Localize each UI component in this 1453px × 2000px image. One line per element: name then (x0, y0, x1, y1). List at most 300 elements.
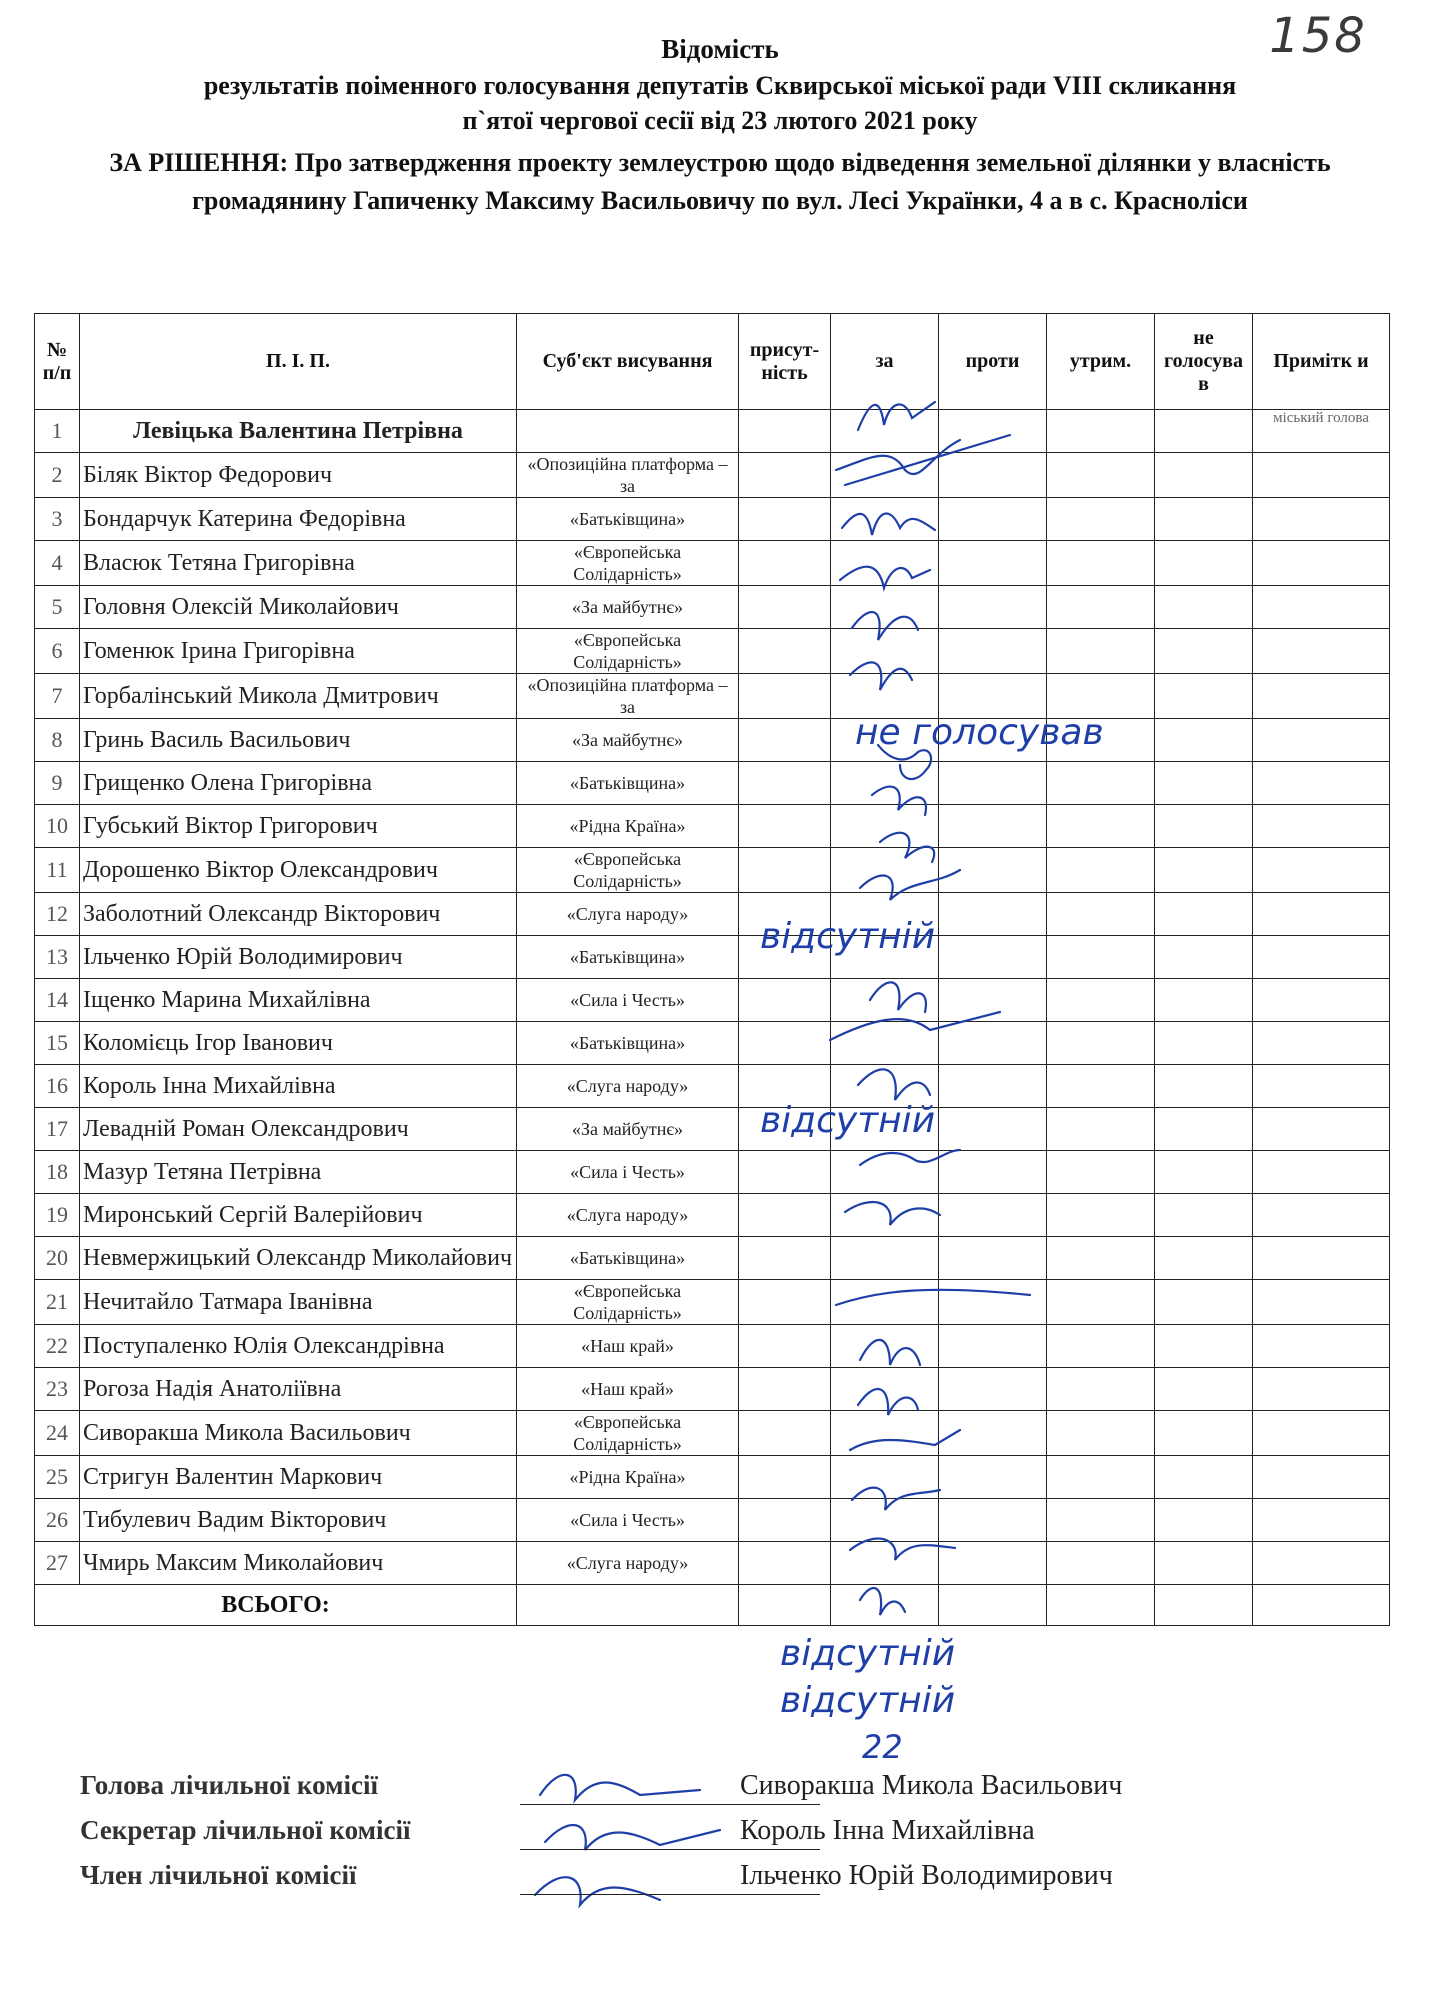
column-header-not-voted: не голосува в (1155, 314, 1253, 410)
row-number: 5 (35, 586, 80, 629)
present-cell (739, 410, 831, 453)
vote-for-cell (831, 1456, 939, 1499)
vote-against-cell (939, 1499, 1047, 1542)
vote-against-cell (939, 719, 1047, 762)
vote-against-cell (939, 1151, 1047, 1194)
table-row (35, 1542, 1390, 1585)
vote-for-cell (831, 1325, 939, 1368)
nominating-party: «Рідна Країна» (517, 1456, 739, 1499)
table-row (35, 1499, 1390, 1542)
nominating-party: «Наш край» (517, 1325, 739, 1368)
notes-cell (1253, 979, 1390, 1022)
vote-against-cell (939, 1022, 1047, 1065)
present-cell (739, 1022, 831, 1065)
notes-cell (1253, 629, 1390, 674)
vote-against-cell (939, 1065, 1047, 1108)
not-voted-cell (1155, 1022, 1253, 1065)
deputy-name: Бондарчук Катерина Федорівна (80, 498, 517, 541)
deputy-name: Гринь Василь Васильович (80, 719, 517, 762)
notes-cell (1253, 936, 1390, 979)
vote-against-cell (939, 629, 1047, 674)
counting-commission (80, 1770, 1380, 1905)
deputy-name: Дорошенко Віктор Олександрович (80, 848, 517, 893)
row-number: 21 (35, 1280, 80, 1325)
vote-abstain-cell (1047, 1237, 1155, 1280)
deputy-name: Левадній Роман Олександрович (80, 1108, 517, 1151)
row-number: 1 (35, 410, 80, 453)
row-number: 13 (35, 936, 80, 979)
notes-cell (1253, 1022, 1390, 1065)
notes-cell: міський голова (1253, 410, 1390, 453)
vote-against-cell (939, 674, 1047, 719)
vote-against-cell (939, 1542, 1047, 1585)
nominating-party (517, 410, 739, 453)
present-cell (739, 629, 831, 674)
notes-cell (1253, 893, 1390, 936)
deputy-name: Головня Олексій Миколайович (80, 586, 517, 629)
vote-against-cell (939, 1456, 1047, 1499)
vote-for-cell (831, 762, 939, 805)
nominating-party: «Європейська Солідарність» (517, 541, 739, 586)
present-cell (739, 893, 831, 936)
table-row (35, 762, 1390, 805)
row-number: 9 (35, 762, 80, 805)
table-row (35, 805, 1390, 848)
handwritten-absent: відсутній (780, 1680, 956, 1721)
table-row (35, 1456, 1390, 1499)
row-number: 24 (35, 1411, 80, 1456)
nominating-party: «За майбутнє» (517, 719, 739, 762)
notes-cell (1253, 1411, 1390, 1456)
commission-row (80, 1770, 1380, 1815)
deputy-name: Миронський Сергій Валерійович (80, 1194, 517, 1237)
total-cell (1253, 1585, 1390, 1626)
table-row (35, 1368, 1390, 1411)
document-subtitle-line2: п`ятої чергової сесії від 23 лютого 2021 року (462, 106, 978, 135)
table-row (35, 1411, 1390, 1456)
vote-abstain-cell (1047, 1325, 1155, 1368)
column-header-abstain: утрим. (1047, 314, 1155, 410)
notes-cell (1253, 805, 1390, 848)
present-cell (739, 498, 831, 541)
vote-abstain-cell (1047, 498, 1155, 541)
present-cell (739, 1280, 831, 1325)
deputy-name: Стригун Валентин Маркович (80, 1456, 517, 1499)
deputy-name: Коломієць Ігор Іванович (80, 1022, 517, 1065)
not-voted-cell (1155, 1108, 1253, 1151)
nominating-party: «Батьківщина» (517, 498, 739, 541)
table-row (35, 936, 1390, 979)
total-cell (739, 1585, 831, 1626)
present-cell (739, 1542, 831, 1585)
vote-against-cell (939, 1194, 1047, 1237)
deputy-name: Тибулевич Вадим Вікторович (80, 1499, 517, 1542)
table-row (35, 1022, 1390, 1065)
nominating-party: «Європейська Солідарність» (517, 1280, 739, 1325)
notes-cell (1253, 1065, 1390, 1108)
row-number: 22 (35, 1325, 80, 1368)
vote-for-cell (831, 410, 939, 453)
nominating-party: «За майбутнє» (517, 586, 739, 629)
present-cell (739, 541, 831, 586)
present-cell (739, 1499, 831, 1542)
nominating-party: «Рідна Країна» (517, 805, 739, 848)
handwritten-absent: відсутній (760, 1100, 936, 1141)
vote-for-cell (831, 453, 939, 498)
notes-cell (1253, 1368, 1390, 1411)
handwritten-not-voted: не голосував (855, 712, 1104, 753)
row-number: 11 (35, 848, 80, 893)
vote-for-cell (831, 979, 939, 1022)
commission-role: Секретар лічильної комісії (80, 1815, 411, 1845)
document-header (40, 30, 1400, 220)
vote-for-cell (831, 805, 939, 848)
vote-abstain-cell (1047, 541, 1155, 586)
total-label: ВСЬОГО: (35, 1585, 517, 1626)
total-cell (1155, 1585, 1253, 1626)
not-voted-cell (1155, 1237, 1253, 1280)
not-voted-cell (1155, 1542, 1253, 1585)
vote-abstain-cell (1047, 1499, 1155, 1542)
deputy-name: Губський Віктор Григорович (80, 805, 517, 848)
vote-abstain-cell (1047, 674, 1155, 719)
deputy-name: Сиворакша Микола Васильович (80, 1411, 517, 1456)
column-header-number: № п/п (35, 314, 80, 410)
not-voted-cell (1155, 541, 1253, 586)
nominating-party: «Опозиційна платформа – за (517, 674, 739, 719)
not-voted-cell (1155, 936, 1253, 979)
vote-abstain-cell (1047, 848, 1155, 893)
vote-for-cell (831, 1499, 939, 1542)
vote-against-cell (939, 1108, 1047, 1151)
vote-against-cell (939, 848, 1047, 893)
document-subtitle-line1: результатів поіменного голосування депутатів Сквирської міської ради VIII скликання (203, 71, 1237, 100)
deputy-name: Грищенко Олена Григорівна (80, 762, 517, 805)
nominating-party: «Слуга народу» (517, 1194, 739, 1237)
table-row (35, 1325, 1390, 1368)
signature-line (520, 1804, 820, 1805)
present-cell (739, 1456, 831, 1499)
row-number: 2 (35, 453, 80, 498)
vote-for-cell (831, 1065, 939, 1108)
vote-abstain-cell (1047, 1022, 1155, 1065)
deputy-name: Левіцька Валентина Петрівна (80, 410, 517, 453)
nominating-party: «Європейська Солідарність» (517, 629, 739, 674)
notes-cell (1253, 1237, 1390, 1280)
vote-against-cell (939, 1280, 1047, 1325)
present-cell (739, 1325, 831, 1368)
row-number: 15 (35, 1022, 80, 1065)
table-row (35, 410, 1390, 453)
table-row (35, 453, 1390, 498)
vote-abstain-cell (1047, 936, 1155, 979)
notes-cell (1253, 586, 1390, 629)
notes-cell (1253, 1151, 1390, 1194)
vote-abstain-cell (1047, 1194, 1155, 1237)
notes-cell (1253, 762, 1390, 805)
deputy-name: Король Інна Михайлівна (80, 1065, 517, 1108)
row-number: 16 (35, 1065, 80, 1108)
notes-cell (1253, 1280, 1390, 1325)
present-cell (739, 1065, 831, 1108)
nominating-party: «Опозиційна платформа – за (517, 453, 739, 498)
nominating-party: «Наш край» (517, 1368, 739, 1411)
vote-abstain-cell (1047, 629, 1155, 674)
notes-cell (1253, 719, 1390, 762)
vote-abstain-cell (1047, 762, 1155, 805)
column-header-against: проти (939, 314, 1047, 410)
vote-for-cell (831, 586, 939, 629)
vote-for-cell (831, 719, 939, 762)
row-number: 23 (35, 1368, 80, 1411)
commission-role: Голова лічильної комісії (80, 1770, 378, 1800)
column-header-subject: Суб'єкт висування (517, 314, 739, 410)
table-row (35, 1108, 1390, 1151)
present-cell (739, 586, 831, 629)
column-header-for: за (831, 314, 939, 410)
row-number: 27 (35, 1542, 80, 1585)
nominating-party: «Батьківщина» (517, 1237, 739, 1280)
deputy-name: Нечитайло Татмара Іванівна (80, 1280, 517, 1325)
vote-against-cell (939, 1237, 1047, 1280)
table-row (35, 674, 1390, 719)
total-cell (517, 1585, 739, 1626)
notes-cell (1253, 1542, 1390, 1585)
present-cell (739, 848, 831, 893)
not-voted-cell (1155, 805, 1253, 848)
column-header-name: П. І. П. (80, 314, 517, 410)
not-voted-cell (1155, 848, 1253, 893)
present-cell (739, 936, 831, 979)
vote-against-cell (939, 936, 1047, 979)
table-row (35, 719, 1390, 762)
vote-for-cell (831, 629, 939, 674)
row-number: 7 (35, 674, 80, 719)
nominating-party: «Слуга народу» (517, 1065, 739, 1108)
vote-abstain-cell (1047, 719, 1155, 762)
deputy-name: Власюк Тетяна Григорівна (80, 541, 517, 586)
page-number: 158 (1269, 8, 1367, 64)
notes-cell (1253, 848, 1390, 893)
vote-against-cell (939, 762, 1047, 805)
nominating-party: «Слуга народу» (517, 1542, 739, 1585)
table-row (35, 1237, 1390, 1280)
notes-cell (1253, 674, 1390, 719)
vote-abstain-cell (1047, 453, 1155, 498)
nominating-party: «Сила і Честь» (517, 1151, 739, 1194)
row-number: 20 (35, 1237, 80, 1280)
vote-for-cell (831, 1022, 939, 1065)
table-row (35, 586, 1390, 629)
not-voted-cell (1155, 762, 1253, 805)
notes-cell (1253, 1108, 1390, 1151)
nominating-party: «Європейська Солідарність» (517, 1411, 739, 1456)
vote-abstain-cell (1047, 1065, 1155, 1108)
vote-for-cell (831, 541, 939, 586)
deputy-name: Рогоза Надія Анатоліївна (80, 1368, 517, 1411)
handwritten-total-for: 22 (862, 1728, 903, 1766)
vote-abstain-cell (1047, 1280, 1155, 1325)
row-number: 18 (35, 1151, 80, 1194)
vote-for-cell (831, 1368, 939, 1411)
row-number: 8 (35, 719, 80, 762)
row-number: 4 (35, 541, 80, 586)
present-cell (739, 805, 831, 848)
deputy-name: Гоменюк Ірина Григорівна (80, 629, 517, 674)
vote-against-cell (939, 893, 1047, 936)
present-cell (739, 1108, 831, 1151)
deputy-name: Поступаленко Юлія Олександрівна (80, 1325, 517, 1368)
not-voted-cell (1155, 893, 1253, 936)
vote-abstain-cell (1047, 1411, 1155, 1456)
vote-against-cell (939, 410, 1047, 453)
commission-row (80, 1815, 1380, 1860)
not-voted-cell (1155, 1368, 1253, 1411)
row-number: 17 (35, 1108, 80, 1151)
deputy-name: Невмержицький Олександр Миколайович (80, 1237, 517, 1280)
present-cell (739, 1368, 831, 1411)
nominating-party: «Сила і Честь» (517, 979, 739, 1022)
deputy-name: Ільченко Юрій Володимирович (80, 936, 517, 979)
notes-cell (1253, 498, 1390, 541)
table-header-row (35, 314, 1390, 410)
table-row (35, 498, 1390, 541)
table-row (35, 1151, 1390, 1194)
column-header-notes: Примітк и (1253, 314, 1390, 410)
document-title: Відомість (661, 34, 779, 64)
row-number: 12 (35, 893, 80, 936)
vote-for-cell (831, 1280, 939, 1325)
commission-row (80, 1860, 1380, 1905)
nominating-party: «Батьківщина» (517, 762, 739, 805)
table-row (35, 979, 1390, 1022)
row-number: 26 (35, 1499, 80, 1542)
deputy-name: Мазур Тетяна Петрівна (80, 1151, 517, 1194)
vote-for-cell (831, 893, 939, 936)
vote-for-cell (831, 936, 939, 979)
not-voted-cell (1155, 979, 1253, 1022)
notes-cell (1253, 453, 1390, 498)
not-voted-cell (1155, 586, 1253, 629)
not-voted-cell (1155, 1065, 1253, 1108)
not-voted-cell (1155, 1325, 1253, 1368)
table-row (35, 1280, 1390, 1325)
vote-abstain-cell (1047, 1151, 1155, 1194)
row-number: 10 (35, 805, 80, 848)
vote-for-cell (831, 674, 939, 719)
vote-against-cell (939, 453, 1047, 498)
not-voted-cell (1155, 629, 1253, 674)
vote-abstain-cell (1047, 805, 1155, 848)
vote-against-cell (939, 541, 1047, 586)
present-cell (739, 453, 831, 498)
row-number: 25 (35, 1456, 80, 1499)
not-voted-cell (1155, 498, 1253, 541)
present-cell (739, 1151, 831, 1194)
vote-against-cell (939, 805, 1047, 848)
table-row (35, 1194, 1390, 1237)
table-row (35, 893, 1390, 936)
present-cell (739, 1194, 831, 1237)
vote-abstain-cell (1047, 1542, 1155, 1585)
vote-for-cell (831, 1411, 939, 1456)
total-row (35, 1585, 1390, 1626)
not-voted-cell (1155, 1194, 1253, 1237)
vote-for-cell (831, 1542, 939, 1585)
nominating-party: «Батьківщина» (517, 1022, 739, 1065)
total-cell (939, 1585, 1047, 1626)
vote-against-cell (939, 979, 1047, 1022)
deputy-name: Горбалінський Микола Дмитрович (80, 674, 517, 719)
present-cell (739, 1411, 831, 1456)
not-voted-cell (1155, 674, 1253, 719)
vote-abstain-cell (1047, 893, 1155, 936)
vote-against-cell (939, 1325, 1047, 1368)
row-number: 3 (35, 498, 80, 541)
notes-cell (1253, 1194, 1390, 1237)
vote-for-cell (831, 1194, 939, 1237)
vote-for-cell (831, 1237, 939, 1280)
not-voted-cell (1155, 1411, 1253, 1456)
nominating-party: «За майбутнє» (517, 1108, 739, 1151)
signature-line (520, 1849, 820, 1850)
vote-table (34, 313, 1390, 1626)
column-header-present: присут-ність (739, 314, 831, 410)
not-voted-cell (1155, 719, 1253, 762)
commission-member-name: Король Інна Михайлівна (740, 1815, 1035, 1846)
present-cell (739, 1237, 831, 1280)
vote-for-cell (831, 498, 939, 541)
not-voted-cell (1155, 453, 1253, 498)
not-voted-cell (1155, 1499, 1253, 1542)
nominating-party: «Слуга народу» (517, 893, 739, 936)
present-cell (739, 762, 831, 805)
vote-against-cell (939, 586, 1047, 629)
deputy-name: Заболотний Олександр Вікторович (80, 893, 517, 936)
deputy-name: Іщенко Марина Михайлівна (80, 979, 517, 1022)
present-cell (739, 979, 831, 1022)
total-cell (1047, 1585, 1155, 1626)
nominating-party: «Батьківщина» (517, 936, 739, 979)
vote-for-cell (831, 1151, 939, 1194)
signature-line (520, 1894, 820, 1895)
present-cell (739, 719, 831, 762)
not-voted-cell (1155, 1280, 1253, 1325)
row-number: 14 (35, 979, 80, 1022)
notes-cell (1253, 1499, 1390, 1542)
table-row (35, 629, 1390, 674)
commission-member-name: Сиворакша Микола Васильович (740, 1770, 1123, 1801)
decision-text: ЗА РІШЕННЯ: Про затвердження проекту землеустрою щодо відведення земельної ділянки у власність громадянину Гапиченку Максиму Васильовичу по вул. Лесі Українки, 4 а в с. Красноліси (109, 148, 1331, 215)
total-cell (831, 1585, 939, 1626)
table-row (35, 848, 1390, 893)
notes-cell (1253, 1456, 1390, 1499)
vote-abstain-cell (1047, 410, 1155, 453)
vote-abstain-cell (1047, 979, 1155, 1022)
not-voted-cell (1155, 410, 1253, 453)
commission-member-name: Ільченко Юрій Володимирович (740, 1860, 1113, 1891)
not-voted-cell (1155, 1151, 1253, 1194)
handwritten-absent: відсутній (760, 916, 936, 957)
vote-against-cell (939, 1368, 1047, 1411)
deputy-name: Біляк Віктор Федорович (80, 453, 517, 498)
table-row (35, 541, 1390, 586)
handwritten-absent: відсутній (780, 1633, 956, 1674)
not-voted-cell (1155, 1456, 1253, 1499)
deputy-name: Чмирь Максим Миколайович (80, 1542, 517, 1585)
notes-cell (1253, 1325, 1390, 1368)
vote-abstain-cell (1047, 1368, 1155, 1411)
